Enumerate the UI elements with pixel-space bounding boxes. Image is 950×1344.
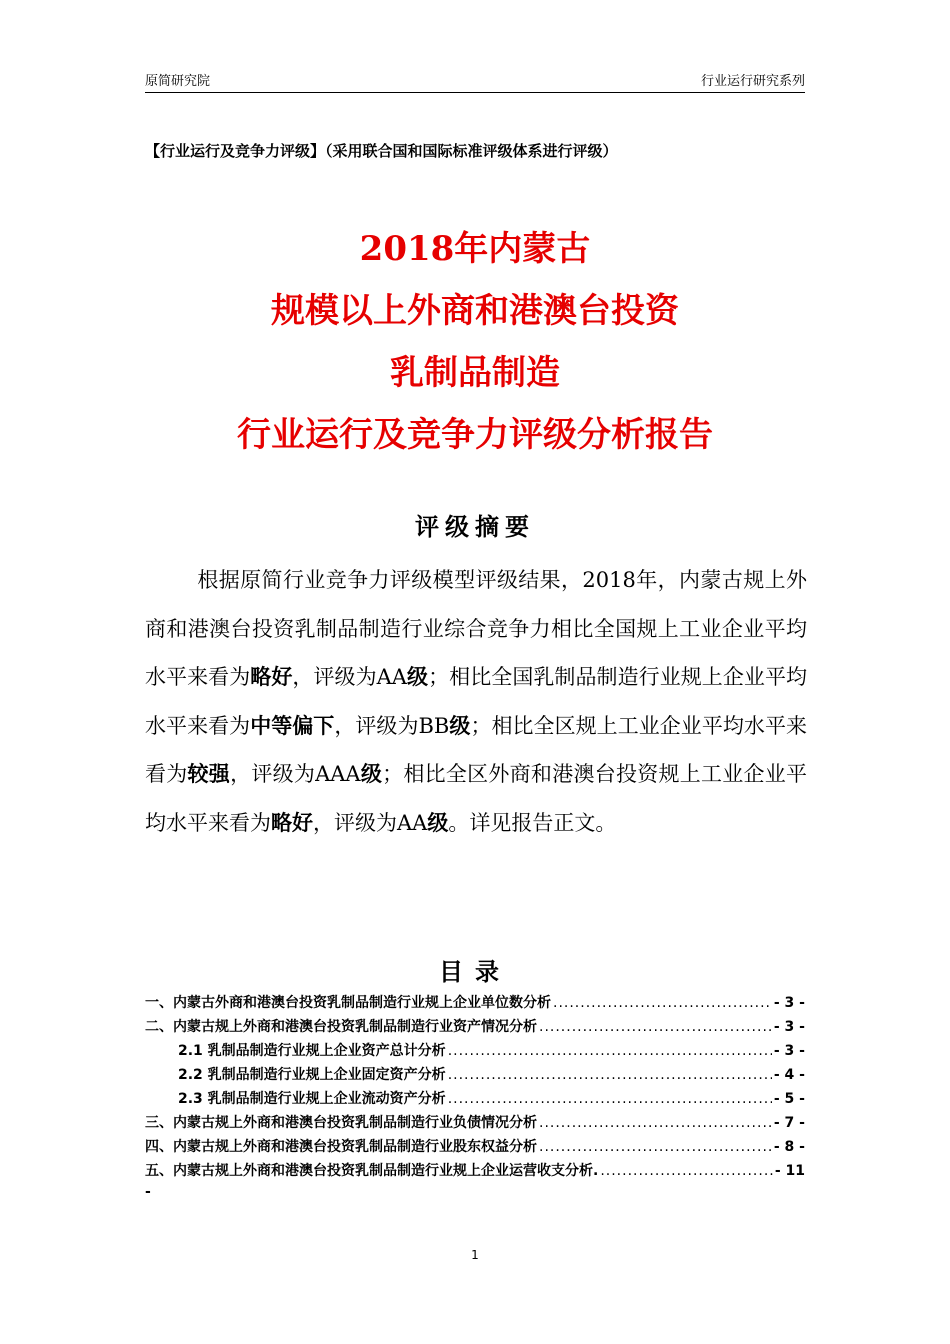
summary-text: ，评级为BB: [334, 713, 450, 738]
summary-text: ；相比全区规上工业企业平均水平来看为: [145, 713, 807, 786]
toc-leader-dots: [539, 1115, 772, 1131]
toc-entry-page: - 7 -: [773, 1115, 805, 1131]
toc-entry[interactable]: [145, 1016, 805, 1040]
summary-emphasis: 中等偏下: [250, 713, 335, 738]
toc-entry-page: - 3 -: [773, 1019, 805, 1035]
toc-leader-dots: [448, 1043, 772, 1059]
header-org-name: 原简研究院: [145, 74, 211, 89]
title-line-2: 规模以上外商和港澳台投资: [271, 291, 679, 331]
toc-entry[interactable]: [145, 1040, 805, 1064]
summary-text: ，评级为AA: [292, 665, 407, 689]
toc-entry[interactable]: [145, 1064, 805, 1088]
toc-leader-dots: [448, 1067, 772, 1083]
summary-heading: 评级摘要: [415, 513, 535, 541]
toc-leader-dots: [448, 1091, 772, 1107]
toc-entry-title: 一、内蒙古外商和港澳台投资乳制品制造行业规上企业单位数分析: [145, 995, 551, 1011]
toc-entry-page: - 3 -: [773, 1043, 805, 1059]
report-title: [0, 218, 950, 466]
table-of-contents: [145, 992, 805, 1208]
page-number: 1: [471, 1248, 479, 1262]
summary-text: 根据原简行业竞争力评级模型评级结果，2018年，内蒙古规上外商和港澳台投资乳制品制造行业综合竞争力相比全国规上工业企业平均水平来看为: [145, 568, 807, 689]
toc-entry-page: - 3 -: [773, 995, 805, 1011]
toc-entry-page: - 5 -: [773, 1091, 805, 1107]
title-line-4: 行业运行及竞争力评级分析报告: [237, 415, 713, 455]
summary-emphasis: 级: [427, 810, 449, 835]
toc-entry-title: 二、内蒙古规上外商和港澳台投资乳制品制造行业资产情况分析: [145, 1019, 537, 1035]
toc-entry[interactable]: [145, 1112, 805, 1136]
toc-entry[interactable]: [145, 1088, 805, 1112]
summary-text: ；相比全区外商和港澳台投资规上工业企业平均水平来看为: [145, 762, 808, 835]
toc-entry-page: - 11: [774, 1163, 805, 1179]
summary-text: ；相比全国乳制品制造行业规上企业平均水平来看为: [145, 665, 808, 738]
summary-emphasis: 略好: [271, 810, 313, 835]
toc-entry-title: 2.1 乳制品制造行业规上企业资产总计分析: [178, 1043, 446, 1059]
summary-emphasis: 级: [406, 665, 429, 689]
toc-page-continuation: -: [145, 1184, 151, 1200]
toc-entry[interactable]: [145, 1136, 805, 1160]
toc-heading: 目录: [439, 958, 511, 986]
summary-text: 。详见报告正文。: [448, 810, 617, 835]
summary-emphasis: 较强: [187, 762, 231, 786]
summary-paragraph: [145, 556, 807, 847]
toc-leader-dots: [553, 995, 772, 1011]
header-series-name: 行业运行研究系列: [700, 74, 805, 89]
summary-text: ，评级为AAA: [230, 762, 361, 786]
page-header: [145, 66, 805, 93]
toc-entry-page: - 4 -: [773, 1067, 805, 1083]
title-line-1: 2018年内蒙古: [359, 229, 591, 269]
summary-text: ，评级为AA: [313, 810, 428, 835]
toc-entry-title: 四、内蒙古规上外商和港澳台投资乳制品制造行业股东权益分析: [145, 1139, 537, 1155]
toc-entry-title: 2.2 乳制品制造行业规上企业固定资产分析: [178, 1067, 446, 1083]
toc-entry-title: 2.3 乳制品制造行业规上企业流动资产分析: [178, 1091, 446, 1107]
summary-emphasis: 级: [449, 713, 471, 738]
rating-tagline: 【行业运行及竞争力评级】（采用联合国和国际标准评级体系进行评级）: [145, 142, 618, 160]
title-line-3: 乳制品制造: [390, 353, 560, 393]
toc-entry-title: 五、内蒙古规上外商和港澳台投资乳制品制造行业规上企业运营收支分析.: [145, 1163, 599, 1179]
toc-entry-title: 三、内蒙古规上外商和港澳台投资乳制品制造行业负债情况分析: [145, 1115, 537, 1131]
toc-entry[interactable]: [145, 992, 805, 1016]
summary-emphasis: 略好: [250, 665, 293, 689]
summary-emphasis: 级: [360, 762, 383, 786]
toc-leader-dots: [600, 1163, 773, 1179]
toc-leader-dots: [539, 1139, 772, 1155]
toc-entry[interactable]: [145, 1160, 805, 1184]
toc-leader-dots: [539, 1019, 772, 1035]
toc-entry-page: - 8 -: [773, 1139, 805, 1155]
